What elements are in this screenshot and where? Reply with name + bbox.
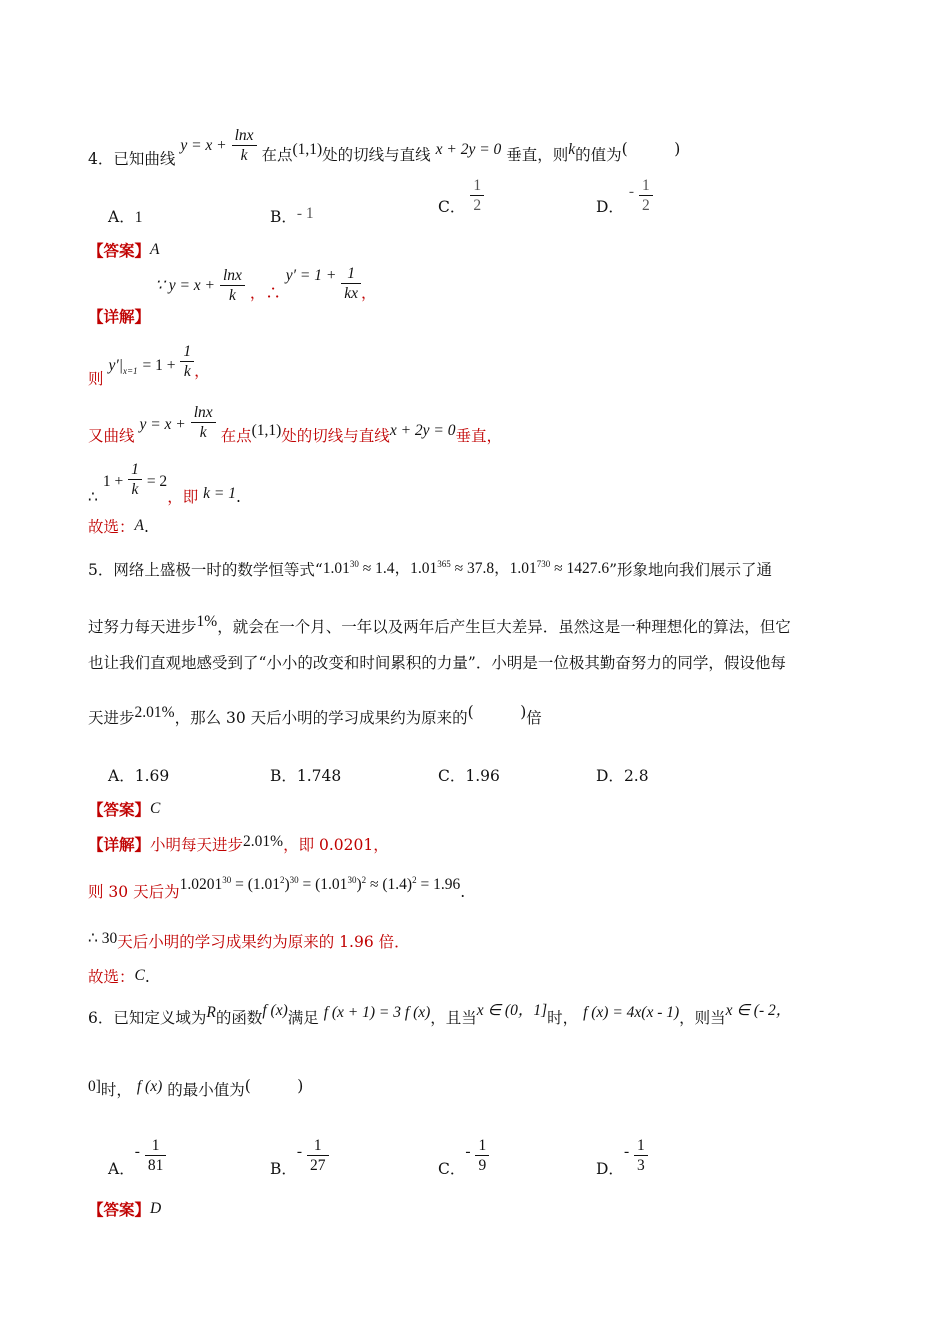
frac-num: lnx	[191, 403, 216, 423]
calc-e: = 1.96	[420, 876, 461, 894]
calc-b-exp: 2	[279, 875, 285, 885]
q6-choice-b	[270, 1136, 329, 1178]
q6-prefix: 6．已知定义域为	[88, 1009, 207, 1027]
q5-times: 倍	[526, 709, 542, 727]
exp: 30	[349, 559, 359, 569]
q6-fx: f (x)	[262, 1002, 288, 1019]
q4-choice-c	[438, 176, 484, 215]
frac-den: k	[199, 424, 207, 441]
q6-domain2b: 0]	[88, 1078, 101, 1095]
choice-value: - 1	[296, 205, 314, 222]
calc-d-exp: 2	[412, 875, 417, 885]
q6-choice-d	[596, 1136, 648, 1178]
calc-c-exp: 30	[347, 875, 357, 885]
frac-den: 3	[637, 1157, 645, 1174]
q4-also-curve: 又曲线	[88, 426, 135, 445]
detail-tag: 【详解】	[88, 835, 151, 854]
exp: 365	[437, 559, 451, 569]
frac-den: kx	[344, 285, 359, 302]
q4-curve: y = x +	[180, 136, 227, 154]
detail-tag: 【详解】	[88, 306, 151, 326]
q5-detail1: 小明每天进步	[150, 836, 244, 854]
yprime-sub: x=1	[122, 365, 138, 376]
answer-tag: 【答案】	[88, 241, 151, 260]
frac-num: 1	[128, 460, 142, 480]
q5-line-3	[88, 653, 786, 673]
q6-domain1: x ∈ (0，1]	[476, 1002, 548, 1019]
q5-concl-pre: ∴ 30	[88, 930, 118, 947]
q5-calc	[180, 876, 461, 893]
frac-num: lnx	[232, 126, 257, 146]
choose-label: 故选：	[88, 968, 135, 986]
q5-line-2	[88, 613, 791, 634]
q6-line-2	[88, 1076, 303, 1097]
choose-end: .	[144, 968, 150, 986]
calc-a: 1.0201	[179, 876, 223, 894]
choice-frac	[470, 176, 484, 215]
q4-point-2: (1,1)	[251, 421, 282, 439]
q5-line3: 也让我们直观地感受到了“小小的改变和时间累积的力量”．小明是一位极其勤奋努力的同学，假设他每	[88, 654, 786, 672]
choice-frac	[634, 1136, 648, 1175]
q4-comma: ，	[361, 283, 377, 302]
q4-choice-b	[270, 203, 314, 225]
q4-tangent-2: 处的切线与直线	[281, 426, 390, 445]
q4-because: ∵ y = x +	[154, 276, 215, 294]
choice-label: B．	[270, 767, 297, 785]
choice-label: C．	[438, 767, 466, 785]
choice-value: 1	[134, 209, 143, 226]
q6-then-when: ，则当	[679, 1009, 726, 1027]
q6-domain2a: x ∈ (- 2，	[725, 1002, 792, 1019]
q4-prefix: 4．已知曲线	[88, 149, 176, 168]
answer-tag: 【答案】	[88, 1200, 151, 1219]
frac-den: 27	[310, 1157, 326, 1174]
q4-value-of: 的值为	[575, 145, 622, 164]
choice-label: A．	[108, 1159, 135, 1178]
q5-detail-2	[88, 872, 466, 902]
base: 1.01	[410, 560, 438, 578]
q6-def: f (x) = 4x(x - 1)	[583, 1004, 680, 1021]
q4-paren: ( )	[621, 139, 681, 158]
frac-num: 1	[634, 1136, 648, 1156]
q4-choice-d	[596, 176, 653, 215]
q6-satisfy: 满足	[287, 1009, 319, 1027]
q6-func-text: 的函数	[215, 1009, 263, 1027]
choice-frac	[639, 176, 653, 215]
q5-expr-3	[510, 560, 610, 577]
q6-when: ，且当	[430, 1009, 477, 1027]
q4-detail-frac	[220, 266, 245, 305]
val: ≈ 37.8	[454, 560, 495, 578]
calc-d: ≈ (1.4)	[369, 876, 413, 894]
choice-label: D．	[596, 1159, 624, 1178]
calc-c-close: )	[356, 876, 362, 894]
base: 1.01	[509, 560, 537, 578]
q4-eq-two: = 2	[146, 472, 168, 490]
q4-at-point: 在点	[261, 145, 293, 164]
choice-label: C．	[438, 1159, 466, 1178]
q5-one-percent: 1%	[196, 613, 218, 630]
yprime-at: y′|	[108, 356, 123, 374]
frac-den: 2	[641, 197, 650, 214]
q4-yprime	[108, 357, 137, 374]
frac-num: 1	[470, 176, 484, 196]
choice-label: B．	[270, 208, 297, 226]
choose-value: C	[134, 967, 145, 984]
frac-den: 9	[478, 1157, 487, 1174]
answer-tag: 【答案】	[88, 800, 151, 819]
q4-choose	[88, 517, 149, 538]
q4-frac	[232, 126, 257, 165]
q6-fx2: f (x)	[136, 1078, 163, 1095]
q4-detail-4	[88, 456, 241, 506]
q6-choice-c	[438, 1136, 489, 1178]
choice-value: 1.748	[296, 767, 342, 785]
q4-one-k-frac	[128, 460, 142, 499]
choice-value: 2.8	[623, 767, 649, 785]
q6-paren: ( )	[244, 1077, 304, 1095]
q5-choice-a	[108, 764, 169, 786]
choice-frac	[145, 1136, 167, 1175]
choice-sign: -	[628, 182, 635, 200]
q4-k-frac	[180, 342, 194, 381]
calc-c-exp2: 2	[361, 875, 367, 885]
choice-sign: -	[134, 1142, 140, 1160]
answer-value: A	[150, 241, 160, 258]
choice-value: 1.96	[465, 767, 500, 785]
q4-deriv-sep: ，∴	[249, 283, 281, 302]
q4-then: 则	[88, 369, 104, 388]
q4-deriv-frac	[341, 264, 361, 303]
q5-line2-suffix: ，就会在一个月、一年以及两年后产生巨大差异．虽然这是一种理想化的算法，但它	[217, 618, 791, 636]
frac-num: 1	[639, 176, 653, 196]
choice-sign: -	[465, 1142, 471, 1160]
q5-paren: ( )	[467, 703, 527, 721]
choice-value: 1.69	[134, 767, 170, 785]
q4-deriv: y′ = 1 +	[285, 266, 337, 284]
frac-den: k	[228, 287, 236, 304]
q5-detail1-rate: 2.01%	[243, 833, 284, 850]
q4-k-eq: k = 1	[203, 484, 236, 502]
q6-choice-a	[108, 1136, 166, 1178]
q4-answer	[88, 241, 159, 262]
q5-choice-d	[596, 764, 649, 786]
q4-at-point-2: 在点	[220, 426, 252, 445]
q4-detail-2	[88, 334, 210, 388]
q4-stem	[88, 127, 681, 171]
q5-answer	[88, 800, 160, 821]
frac-num: lnx	[220, 266, 245, 286]
choose-value: A	[134, 517, 144, 534]
q5-line4-mid: ，那么 30 天后小明的学习成果约为原来的	[174, 709, 468, 727]
choice-label: C．	[438, 197, 466, 216]
q4-detail-1	[88, 265, 377, 326]
exp: 730	[536, 559, 551, 569]
answer-value: D	[150, 1200, 162, 1217]
q5-detail-3	[88, 930, 410, 951]
q4-eq-one-plus: = 1 +	[142, 356, 176, 374]
val: ≈ 1427.6	[554, 560, 610, 578]
base: 1.01	[322, 560, 350, 578]
frac-num: 1	[307, 1136, 329, 1156]
q4-choice-a	[108, 205, 142, 227]
calc-b-close: )	[284, 876, 290, 894]
frac-den: k	[131, 481, 139, 498]
q5-suffix: ”形象地向我们展示了通	[609, 561, 773, 580]
calc-end: .	[460, 883, 466, 902]
q5-expr-1	[323, 560, 395, 577]
calc-a-exp: 30	[222, 875, 232, 885]
q4-curve-frac-2	[191, 403, 216, 442]
answer-value: C	[150, 800, 161, 817]
choice-frac	[475, 1136, 489, 1175]
q4-perp: 垂直，则	[506, 145, 569, 164]
q5-line-4	[88, 704, 542, 725]
q5-sep: ，	[394, 559, 411, 578]
q5-detail-1	[88, 835, 389, 856]
q4-curve-2: y = x +	[139, 415, 186, 433]
q6-relation: f (x + 1) = 3 f (x)	[323, 1004, 431, 1021]
frac-num: 1	[475, 1136, 489, 1156]
choice-label: D．	[596, 197, 624, 216]
choice-sign: -	[296, 1142, 303, 1160]
q6-when-end: 时，	[547, 1009, 579, 1027]
choose-end: .	[143, 518, 149, 536]
q6-answer	[88, 1200, 161, 1221]
choice-label: D．	[596, 767, 624, 785]
q5-prefix: 5．网络上盛极一时的数学恒等式“	[88, 561, 323, 580]
q5-choice-c	[438, 764, 500, 786]
frac-den: k	[183, 363, 191, 380]
q4-line: x + 2y = 0	[435, 140, 502, 158]
q4-detail-3	[88, 395, 503, 445]
q4-perp2: 垂直，	[455, 426, 503, 445]
choice-frac	[307, 1136, 329, 1175]
q6-time: 时，	[100, 1081, 132, 1099]
q4-period: .	[235, 487, 241, 506]
q5-choose	[88, 967, 150, 988]
frac-num: 1	[341, 264, 361, 284]
q5-concl: 天后小明的学习成果约为原来的 1.96 倍．	[117, 933, 410, 951]
choice-label: B．	[270, 1159, 297, 1178]
calc-b-exp2: 30	[289, 875, 299, 885]
val: ≈ 1.4	[362, 560, 395, 578]
q4-one-plus: 1 +	[102, 472, 124, 490]
q6-line-1	[88, 1002, 792, 1027]
q5-expr-2	[410, 560, 494, 577]
q5-calc-prefix: 则 30 天后为	[88, 883, 180, 902]
choice-label: A．	[108, 208, 135, 226]
q5-line4-prefix: 天进步	[88, 709, 135, 727]
calc-b: = (1.01	[235, 876, 280, 894]
q4-tangent: 处的切线与直线	[322, 145, 431, 164]
q4-therefore: ∴	[88, 487, 98, 506]
q5-choice-b	[270, 764, 341, 786]
q6-min-text: 的最小值为	[167, 1081, 245, 1099]
q4-k: k	[568, 140, 576, 158]
choice-sign: -	[623, 1142, 630, 1160]
q5-detail1-end: ，即 0.0201，	[283, 836, 389, 854]
q6-R: R	[206, 1004, 216, 1021]
frac-den: 2	[473, 197, 482, 214]
q4-comma: ，	[194, 361, 210, 380]
q5-line2-prefix: 过努力每天进步	[88, 618, 197, 636]
q4-that-is: ，即	[167, 487, 199, 506]
calc-c: = (1.01	[302, 876, 348, 894]
frac-num: 1	[180, 342, 194, 362]
frac-den: k	[240, 147, 248, 164]
q4-line-2: x + 2y = 0	[389, 421, 456, 439]
q4-point: (1,1)	[292, 140, 323, 158]
choice-label: A．	[108, 767, 135, 785]
frac-num: 1	[145, 1136, 167, 1156]
frac-den: 81	[147, 1157, 164, 1174]
q5-line-1	[88, 554, 772, 579]
choose-label: 故选：	[88, 518, 135, 536]
q5-rate: 2.01%	[134, 704, 175, 721]
q5-sep: ，	[494, 559, 510, 578]
